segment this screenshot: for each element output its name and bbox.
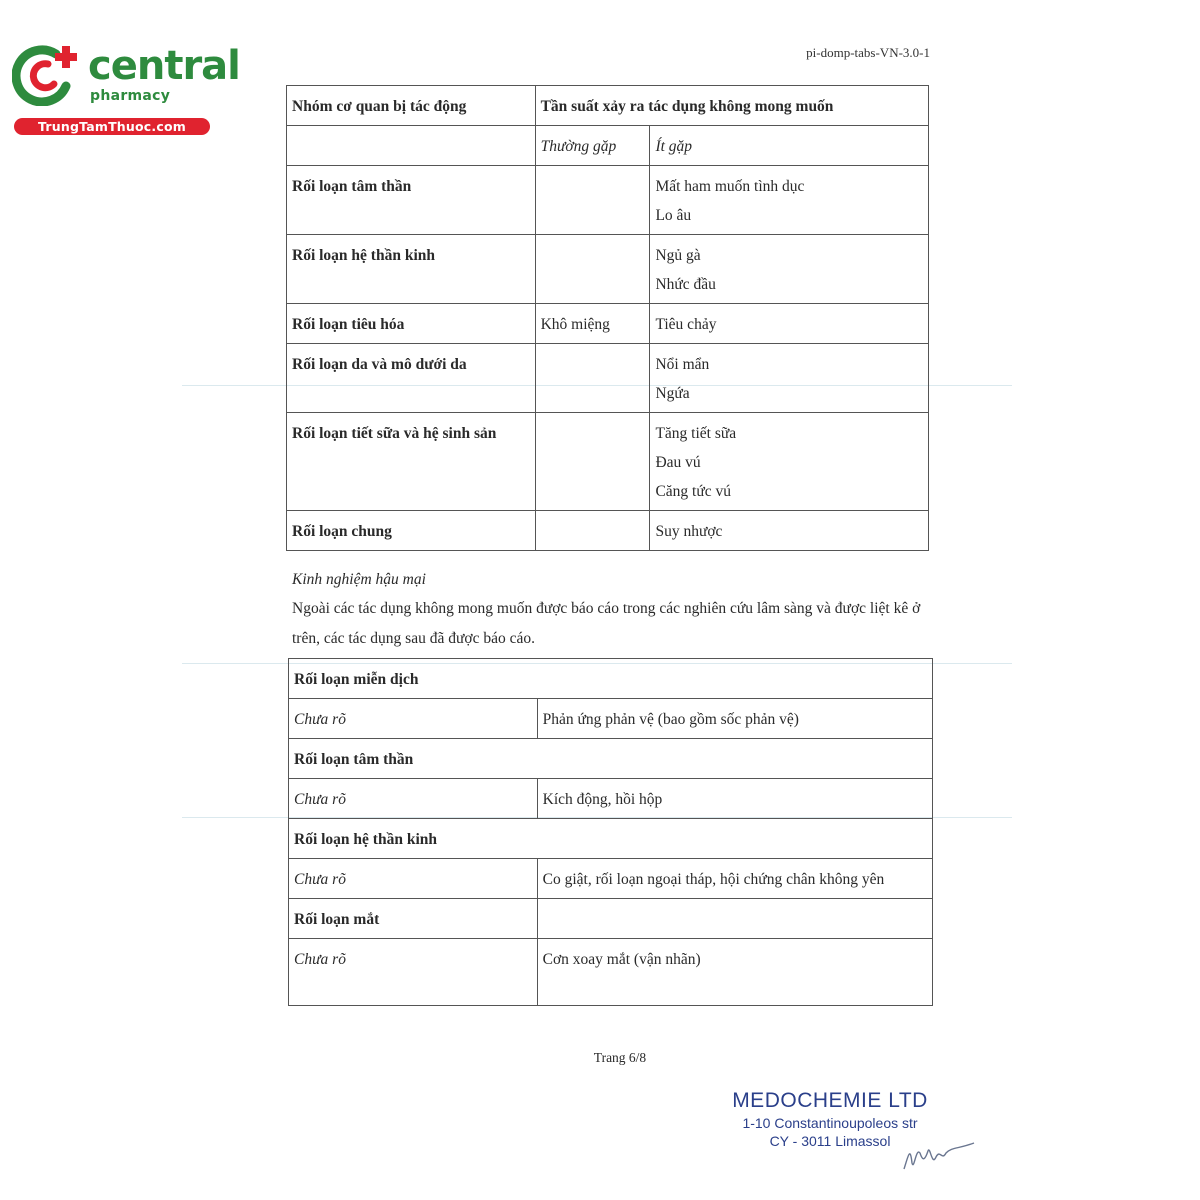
header-organ-class: Nhóm cơ quan bị tác động [287, 86, 536, 126]
adverse-effects-table [286, 85, 929, 551]
postmarketing-table [288, 658, 933, 1006]
uncommon-cell [650, 166, 929, 235]
organ-class-cell: Rối loạn tiết sữa và hệ sinh sản [287, 413, 536, 511]
uncommon-item: Ngủ gà [655, 247, 701, 264]
frequency-cell: Chưa rõ [289, 699, 538, 739]
postmarketing-text: Ngoài các tác dụng không mong muốn được báo cáo trong các nghiên cứu lâm sàng và được liệt kê ở trên, các tác dụng sau đã được báo cáo. [292, 600, 921, 647]
uncommon-item: Tăng tiết sữa [655, 425, 737, 442]
stamp-company-name: MEDOCHEMIE LTD [732, 1089, 928, 1112]
logo-website-banner: TrungTamThuoc.com [14, 118, 210, 135]
central-pharmacy-logo [10, 36, 240, 136]
common-cell [535, 413, 650, 511]
uncommon-item: Ngứa [655, 385, 690, 402]
common-cell [535, 235, 650, 304]
uncommon-item: Nhức đầu [655, 276, 716, 293]
uncommon-cell [650, 413, 929, 511]
document-id: pi-domp-tabs-VN-3.0-1 [806, 45, 930, 60]
organ-class-cell: Rối loạn chung [287, 511, 536, 551]
uncommon-cell [650, 344, 929, 413]
organ-class-cell: Rối loạn mắt [289, 899, 538, 939]
uncommon-cell [650, 511, 929, 551]
pharmacy-cross-icon [12, 40, 84, 106]
table-row [287, 511, 929, 551]
organ-class-cell: Rối loạn tâm thần [287, 166, 536, 235]
table-row [287, 166, 929, 235]
stamp-address-line: CY - 3011 Limassol [769, 1133, 891, 1149]
empty-cell [537, 899, 932, 939]
uncommon-item: Tiêu chảy [655, 316, 717, 333]
uncommon-item: Mất ham muốn tình dục [655, 178, 805, 195]
organ-class-cell: Rối loạn hệ thần kinh [287, 235, 536, 304]
uncommon-item: Suy nhược [655, 523, 723, 540]
postmarketing-title: Kinh nghiệm hậu mại [292, 571, 426, 588]
table-header-row [287, 86, 929, 126]
table-row [289, 939, 933, 1006]
organ-class-cell: Rối loạn tâm thần [289, 739, 933, 779]
common-cell [535, 166, 650, 235]
subheader-common: Thường gặp [535, 126, 650, 166]
uncommon-cell [650, 304, 929, 344]
effect-cell: Cơn xoay mắt (vận nhãn) [537, 939, 932, 1006]
logo-subtitle: pharmacy [90, 88, 171, 104]
effect-cell: Co giật, rối loạn ngoại tháp, hội chứng chân không yên [537, 859, 932, 899]
table-row [289, 779, 933, 819]
uncommon-item: Căng tức vú [655, 483, 732, 500]
table-row [287, 344, 929, 413]
table-row [289, 699, 933, 739]
organ-class-cell: Rối loạn da và mô dưới da [287, 344, 536, 413]
organ-class-cell: Rối loạn miễn dịch [289, 659, 933, 699]
organ-group-row [289, 659, 933, 699]
uncommon-item: Lo âu [655, 207, 692, 224]
signature-mark [900, 1133, 980, 1178]
page-number: Trang 6/8 [593, 1050, 647, 1065]
uncommon-item: Nổi mẩn [655, 356, 710, 373]
uncommon-cell [650, 235, 929, 304]
subheader-uncommon: Ít gặp [650, 126, 929, 166]
stamp-address-line: 1-10 Constantinoupoleos str [742, 1115, 918, 1131]
organ-group-row [289, 819, 933, 859]
organ-group-row [289, 739, 933, 779]
table-row [287, 304, 929, 344]
uncommon-item: Đau vú [655, 454, 701, 471]
table-row [287, 235, 929, 304]
table-subheader-row [287, 126, 929, 166]
frequency-cell: Chưa rõ [289, 859, 538, 899]
frequency-cell: Chưa rõ [289, 779, 538, 819]
common-cell [535, 511, 650, 551]
common-cell: Khô miệng [535, 304, 650, 344]
organ-class-cell: Rối loạn hệ thần kinh [289, 819, 933, 859]
table-row [289, 859, 933, 899]
empty-cell [287, 126, 536, 166]
frequency-cell: Chưa rõ [289, 939, 538, 1006]
effect-cell: Kích động, hồi hộp [537, 779, 932, 819]
logo-wordmark: central [88, 43, 240, 89]
organ-group-row [289, 899, 933, 939]
header-frequency: Tần suất xảy ra tác dụng không mong muốn [535, 86, 928, 126]
effect-cell: Phản ứng phản vệ (bao gồm sốc phản vệ) [537, 699, 932, 739]
organ-class-cell: Rối loạn tiêu hóa [287, 304, 536, 344]
common-cell [535, 344, 650, 413]
table-row [287, 413, 929, 511]
